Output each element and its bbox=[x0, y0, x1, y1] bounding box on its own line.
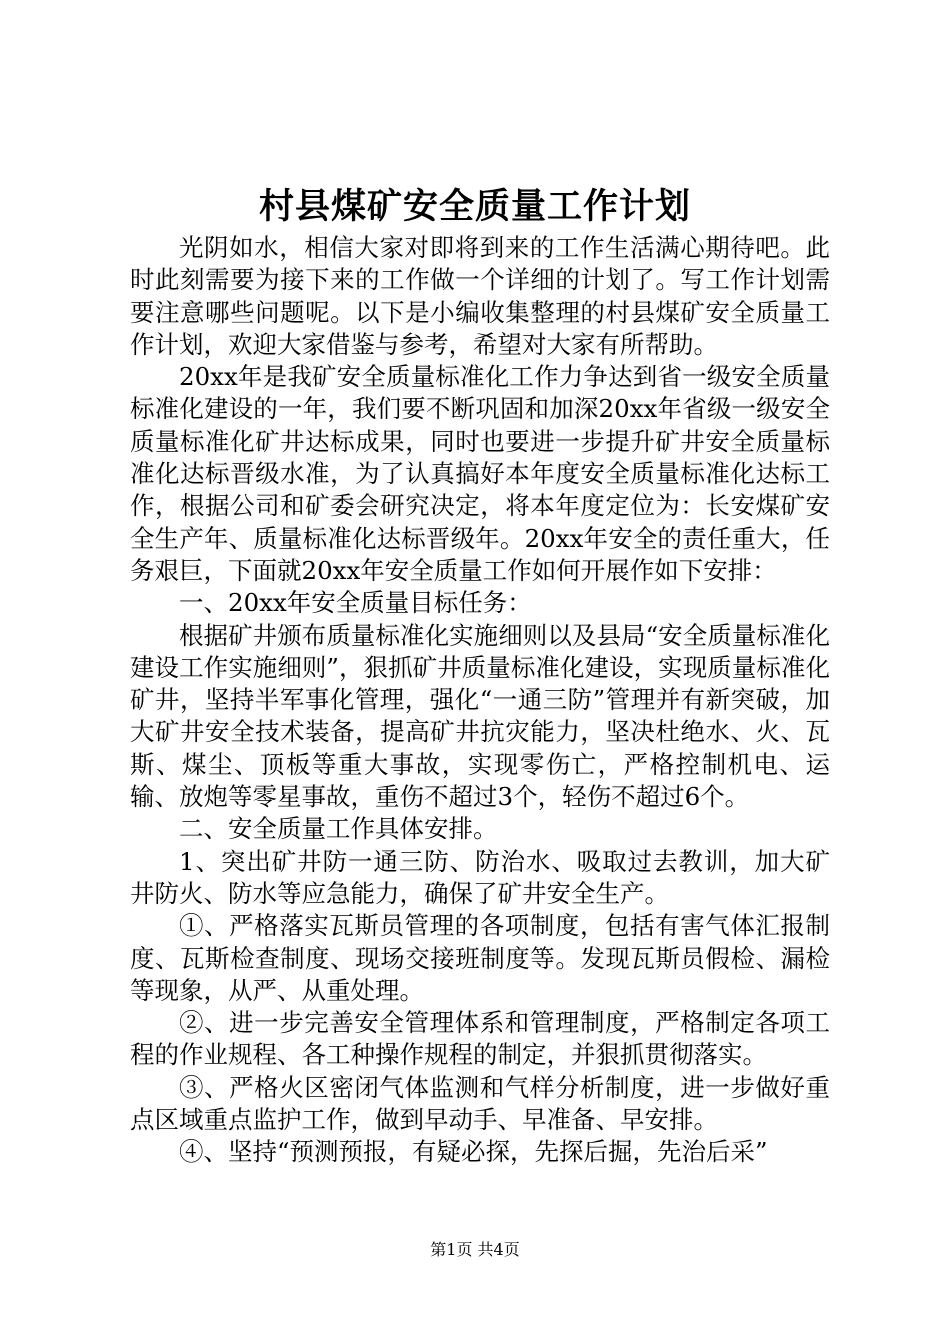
list-item: ③、严格火区密闭气体监测和气样分析制度，进一步做好重点区域重点监护工作，做到早动手、早准备、早安排。 bbox=[130, 1072, 830, 1135]
list-item: ④、坚持“预测预报，有疑必探，先探后掘，先治后采” bbox=[179, 1137, 768, 1167]
paragraph: 光阴如水，相信大家对即将到来的工作生活满心期待吧。此时此刻需要为接下来的工作做一个详细的计划了。写工作计划需要注意哪些问题呢。以下是小编收集整理的村县煤矿安全质量工作计划，欢迎大家借鉴与参考，希望对大家有所帮助。 bbox=[130, 233, 830, 359]
list-item: ①、严格落实瓦斯员管理的各项制度，包括有害气体汇报制度、瓦斯检查制度、现场交接班制度等。发现瓦斯员假检、漏检等现象，从严、从重处理。 bbox=[130, 911, 830, 1005]
document-body bbox=[130, 232, 830, 1169]
paragraph: 根据矿井颁布质量标准化实施细则以及县局“安全质量标准化建设工作实施细则”，狠抓矿井质量标准化建设，实现质量标准化矿井，坚持半军事化管理，强化“一通三防”管理并有新突破，加大矿井安全技术装备，提高矿井抗灾能力，坚决杜绝水、火、瓦斯、煤尘、顶板等重大事故，实现零伤亡，严格控制机电、运输、放炮等零星事故，重伤不超过3个，轻伤不超过6个。 bbox=[130, 620, 830, 812]
list-item: ②、进一步完善安全管理体系和管理制度，严格制定各项工程的作业规程、各工种操作规程的制定，并狠抓贯彻落实。 bbox=[130, 1008, 830, 1070]
paragraph: 1、突出矿井防一通三防、防治水、吸取过去教训，加大矿井防火、防水等应急能力，确保了矿井安全生产。 bbox=[130, 846, 830, 908]
paragraph: 20xx年是我矿安全质量标准化工作力争达到省一级安全质量标准化建设的一年，我们要不断巩固和加深20xx年省级一级安全质量标准化矿井达标成果，同时也要进一步提升矿井安全质量标准化达标晋级水准，为了认真搞好本年度安全质量标准化达标工作，根据公司和矿委会研究决定，将本年度定位为：长安煤矿安全生产年、质量标准化达标晋级年。20xx年安全的责任重大，任务艰巨，下面就20xx年安全质量工作如何开展作如下安排： bbox=[130, 362, 830, 585]
section-heading: 一、20xx年安全质量目标任务： bbox=[179, 588, 532, 618]
page-number-footer: 第1页 共4页 bbox=[430, 1240, 520, 1259]
document-title: 村县煤矿安全质量工作计划 bbox=[258, 186, 691, 227]
section-heading: 二、安全质量工作具体安排。 bbox=[179, 814, 498, 844]
